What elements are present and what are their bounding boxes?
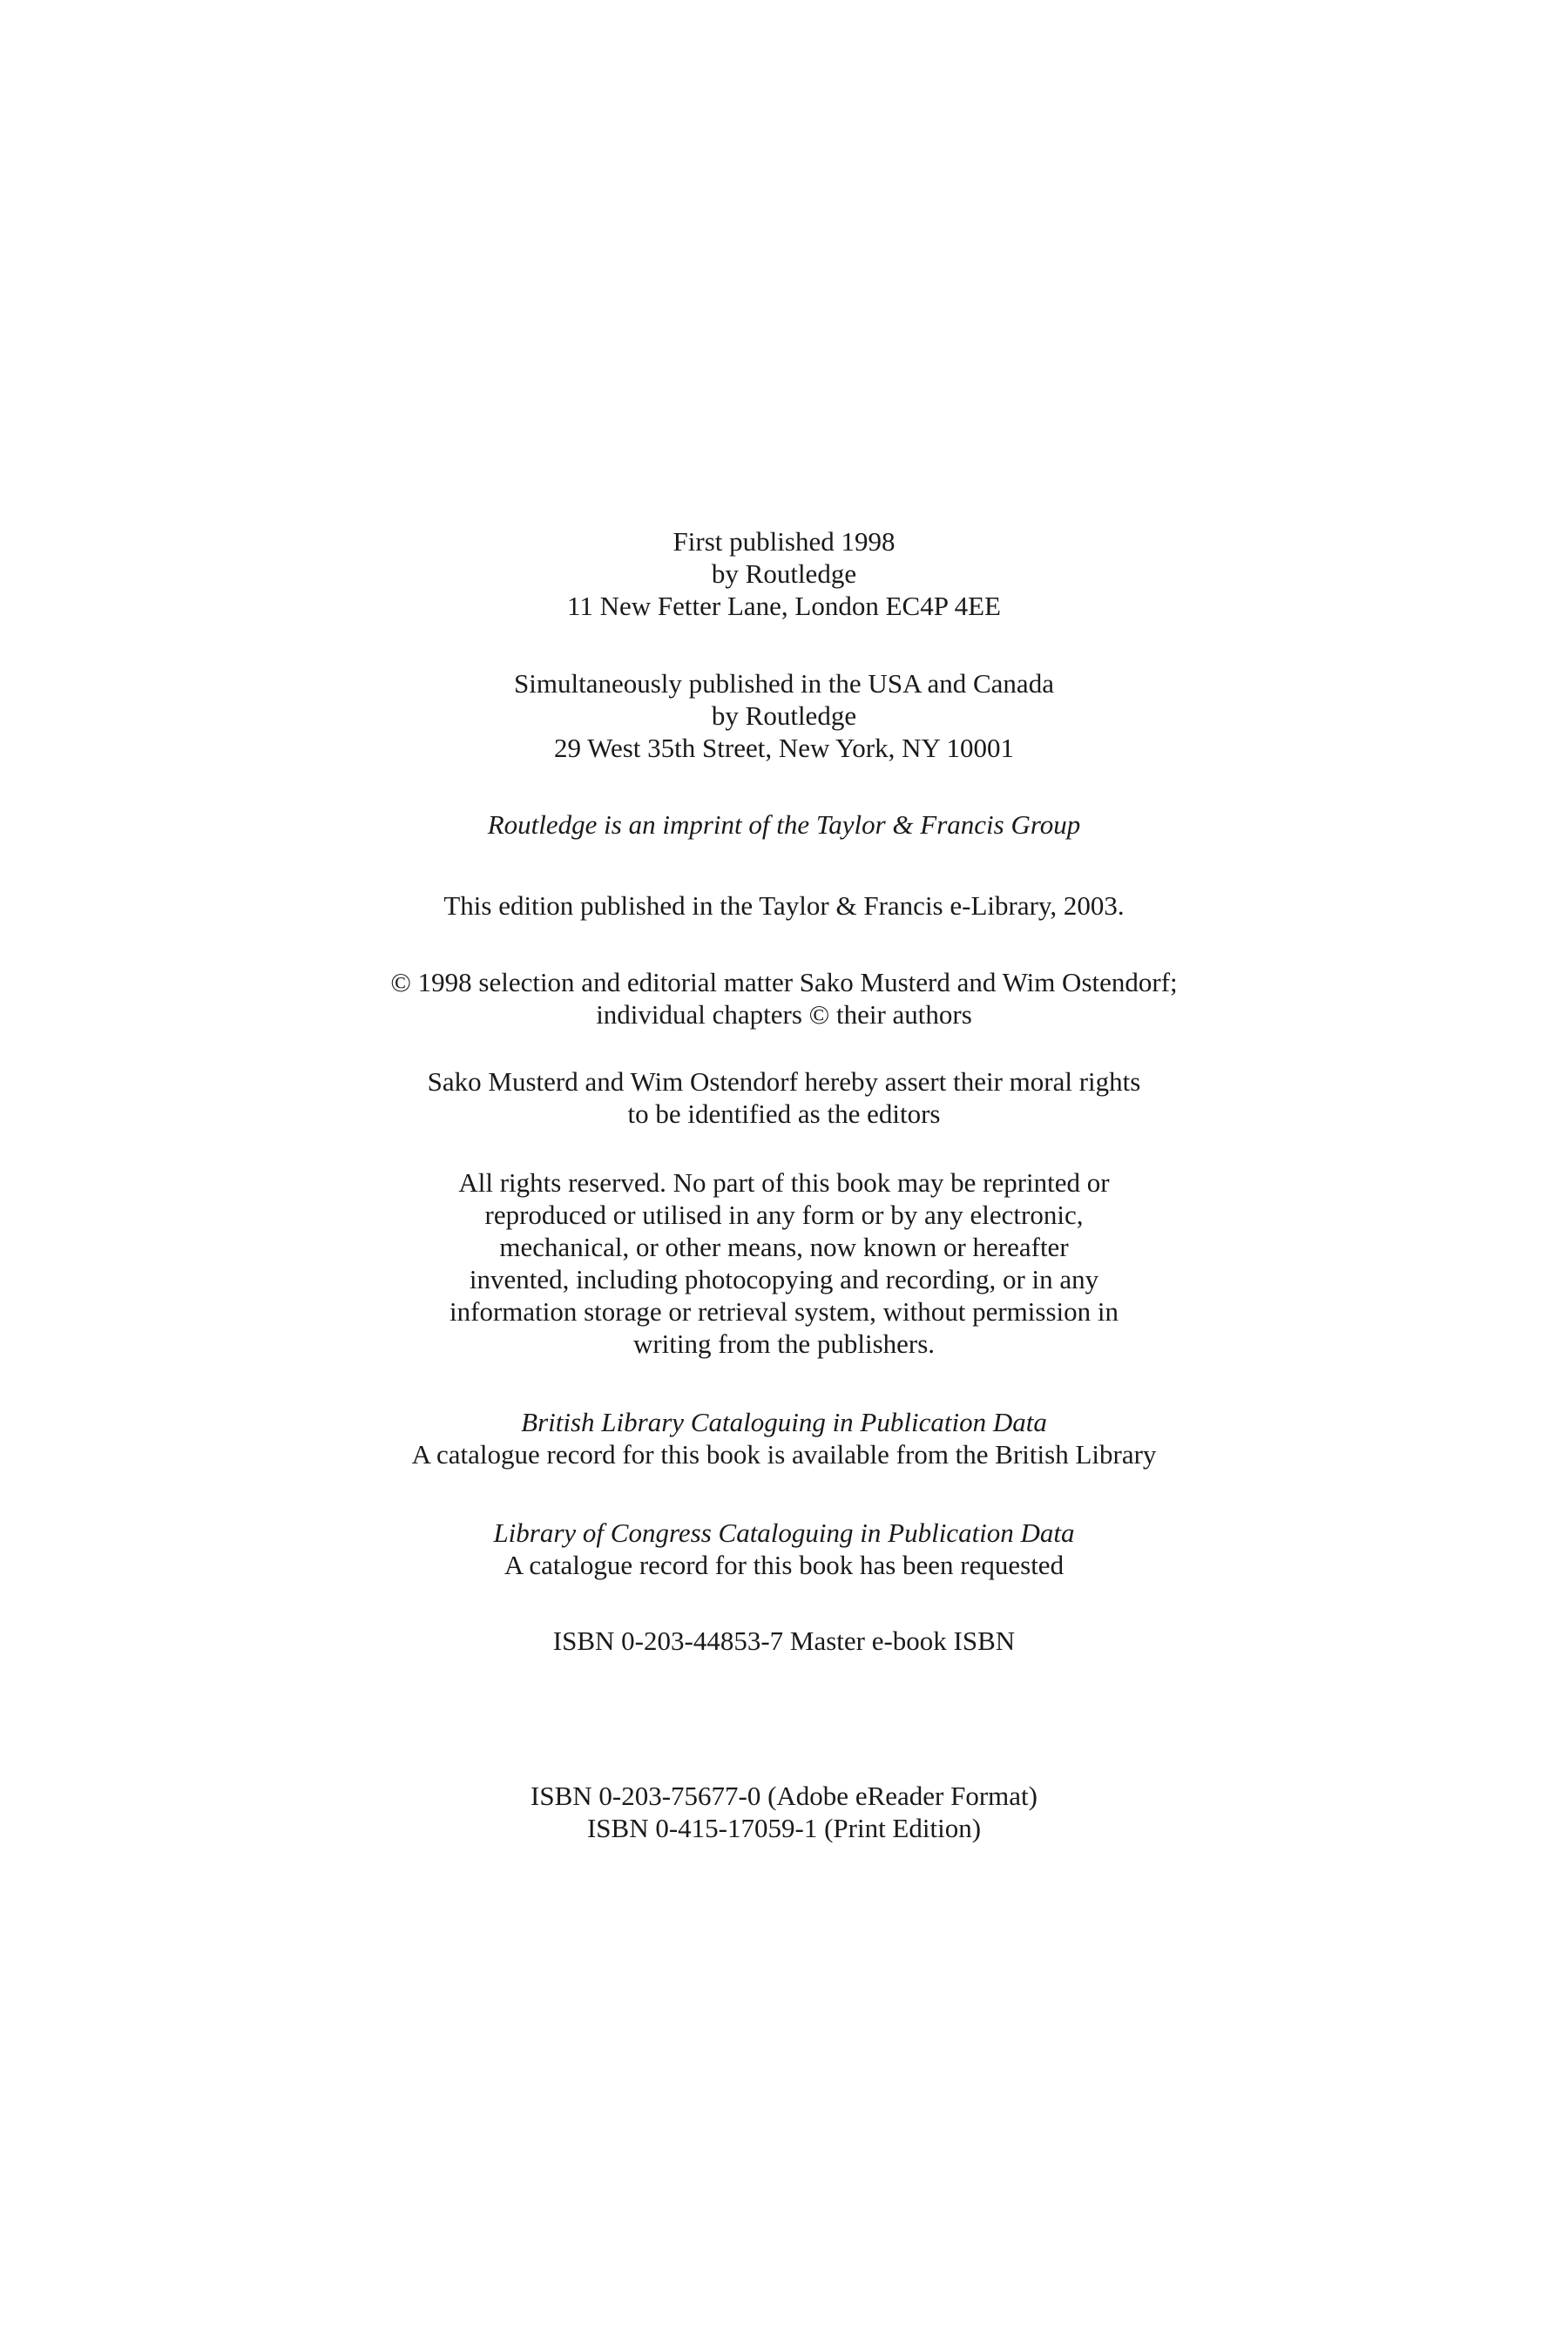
british-library-heading: British Library Cataloguing in Publication Data: [521, 1407, 1047, 1437]
moral-rights-line-2: to be identified as the editors: [627, 1098, 941, 1129]
rights-reserved-line: mechanical, or other means, now known or hereafter: [499, 1232, 1069, 1262]
copyright-line-1: © 1998 selection and editorial matter Sako Musterd and Wim Ostendorf;: [390, 967, 1178, 997]
publication-block: [0, 525, 1568, 622]
british-library-block: [0, 1406, 1568, 1470]
library-of-congress-block: [0, 1517, 1568, 1581]
british-library-text: A catalogue record for this book is available from the British Library: [411, 1439, 1157, 1470]
rights-reserved-line: invented, including photocopying and recording, or in any: [469, 1264, 1099, 1294]
simultaneous-line-1: Simultaneously published in the USA and Canada: [514, 668, 1054, 699]
publisher-line: by Routledge: [711, 558, 857, 589]
rights-reserved-line: All rights reserved. No part of this book may be reprinted or: [458, 1167, 1110, 1198]
moral-rights-block: [0, 1065, 1568, 1130]
rights-reserved-block: [0, 1166, 1568, 1360]
isbn-other-block: [0, 1780, 1568, 1844]
edition-line: This edition published in the Taylor & Francis e-Library, 2003.: [443, 890, 1125, 921]
rights-reserved-line: reproduced or utilised in any form or by any electronic,: [484, 1200, 1084, 1230]
rights-reserved-line: information storage or retrieval system, without permission in: [449, 1296, 1119, 1327]
imprint-line: Routledge is an imprint of the Taylor & Francis Group: [487, 809, 1081, 840]
moral-rights-line-1: Sako Musterd and Wim Ostendorf hereby assert their moral rights: [427, 1066, 1141, 1097]
isbn-print-line: ISBN 0-415-17059-1 (Print Edition): [586, 1813, 982, 1843]
simultaneous-line-2: by Routledge: [711, 700, 857, 731]
isbn-master-block: [0, 1625, 1568, 1657]
first-published-line: First published 1998: [672, 526, 896, 557]
rights-reserved-line: writing from the publishers.: [632, 1328, 936, 1359]
isbn-master-line: ISBN 0-203-44853-7 Master e-book ISBN: [552, 1625, 1016, 1656]
library-of-congress-heading: Library of Congress Cataloguing in Publication Data: [493, 1517, 1075, 1548]
copyright-line-2: individual chapters © their authors: [596, 999, 972, 1030]
simultaneous-line-3: 29 West 35th Street, New York, NY 10001: [554, 733, 1014, 763]
library-of-congress-text: A catalogue record for this book has been requested: [504, 1550, 1064, 1580]
simultaneous-publication-block: [0, 667, 1568, 764]
edition-block: [0, 889, 1568, 922]
imprint-block: [0, 808, 1568, 841]
copyright-block: [0, 966, 1568, 1031]
isbn-adobe-line: ISBN 0-203-75677-0 (Adobe eReader Format): [531, 1781, 1037, 1811]
publisher-address-line: 11 New Fetter Lane, London EC4P 4EE: [567, 591, 1001, 621]
